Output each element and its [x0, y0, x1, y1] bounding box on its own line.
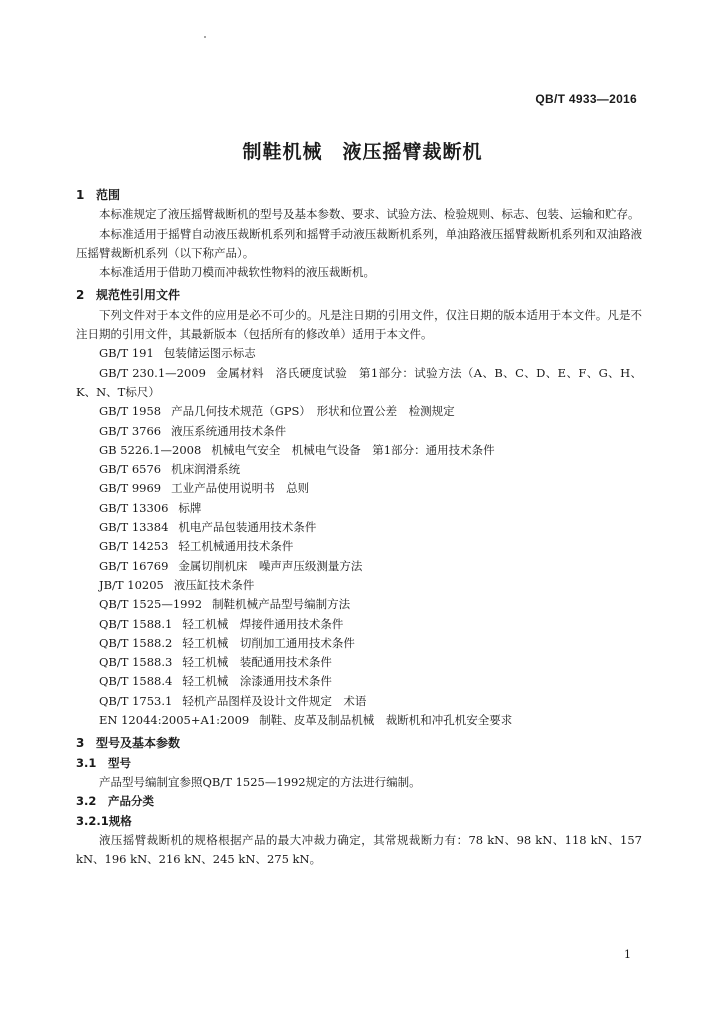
scope-paragraph: 本标准规定了液压摇臂裁断机的型号及基本参数、要求、试验方法、检验规则、标志、包装、运输和贮存。 — [99, 207, 640, 222]
reference-item — [76, 615, 642, 634]
reference-code: QB/T 1588.4 — [99, 674, 173, 689]
section-3-heading — [76, 734, 642, 753]
reference-code: GB 5226.1—2008 — [99, 442, 202, 457]
document-title: 制鞋机械 液压摇臂裁断机 — [242, 141, 483, 163]
reference-title: 产品几何技术规范（GPS） 形状和位置公差 检测规定 — [171, 404, 455, 419]
reference-item — [76, 692, 642, 711]
section-title: 范围 — [96, 188, 121, 202]
document-body — [76, 186, 642, 869]
reference-item — [76, 634, 642, 653]
model-paragraph: 产品型号编制宜参照QB/T 1525—1992规定的方法进行编制。 — [99, 774, 421, 789]
reference-item — [76, 672, 642, 691]
reference-code: GB/T 13384 — [99, 520, 169, 535]
specification-paragraph: 液压摇臂裁断机的规格根据产品的最大冲裁力确定，其常规裁断力有：78 kN、98 kN、118 kN、157 kN、196 kN、216 kN、245 kN、275 kN。 — [76, 832, 642, 867]
reference-code: GB/T 16769 — [99, 558, 169, 573]
reference-title: 制鞋、皮革及制品机械 裁断机和冲孔机安全要求 — [259, 713, 513, 728]
reference-title: 轻工机械 焊接件通用技术条件 — [182, 616, 344, 631]
reference-code: GB/T 3766 — [99, 423, 162, 438]
reference-title: 金属材料 洛氏硬度试验 第1部分：试验方法（A、B、C、D、E、F、G、H、K、N、T标尺） — [76, 365, 642, 399]
reference-title: 制鞋机械产品型号编制方法 — [212, 597, 351, 612]
reference-code: QB/T 1753.1 — [99, 693, 173, 708]
reference-title: 轻机产品图样及设计文件规定 术语 — [182, 693, 367, 708]
reference-code: GB/T 13306 — [99, 500, 169, 515]
reference-code: GB/T 191 — [99, 346, 154, 361]
section-1-heading — [76, 186, 642, 205]
reference-item — [76, 460, 642, 479]
section-number: 1 — [76, 188, 85, 202]
subsection-3-1-heading — [76, 754, 642, 773]
reference-item — [76, 479, 642, 498]
reference-code: EN 12044:2005+A1:2009 — [99, 713, 250, 728]
reference-title: 机电产品包装通用技术条件 — [178, 520, 317, 535]
reference-code: GB/T 6576 — [99, 462, 162, 477]
reference-item — [76, 537, 642, 556]
reference-item — [76, 595, 642, 614]
reference-title: 轻工机械通用技术条件 — [178, 539, 294, 554]
references-intro: 下列文件对于本文件的应用是必不可少的。凡是注日期的引用文件，仅注日期的版本适用于本文件。凡是不注日期的引用文件，其最新版本（包括所有的修改单）适用于本文件。 — [76, 307, 642, 342]
reference-title: 轻工机械 装配通用技术条件 — [182, 655, 332, 670]
reference-item — [76, 557, 642, 576]
reference-code: GB/T 9969 — [99, 481, 162, 496]
reference-title: 液压系统通用技术条件 — [171, 423, 287, 438]
standard-number: QB/T 4933—2016 — [535, 92, 637, 106]
reference-title: 工业产品使用说明书 总则 — [171, 481, 310, 496]
reference-code: QB/T 1588.3 — [99, 655, 173, 670]
reference-item — [76, 422, 642, 441]
reference-title: 包装储运图示标志 — [163, 346, 256, 361]
subsection-3-2-1-heading — [76, 812, 642, 831]
page-number: 1 — [624, 948, 631, 961]
reference-title: 轻工机械 切削加工通用技术条件 — [182, 635, 355, 650]
reference-item — [76, 344, 642, 363]
section-title: 规范性引用文件 — [96, 288, 181, 303]
reference-title: 金属切削机床 噪声声压级测量方法 — [178, 558, 363, 573]
reference-title: 机床润滑系统 — [171, 462, 241, 477]
reference-item — [76, 576, 642, 595]
reference-code: GB/T 230.1—2009 — [99, 365, 206, 380]
scope-paragraph: 本标准适用于借助刀模而冲裁软性物料的液压裁断机。 — [99, 265, 375, 280]
reference-item — [76, 364, 642, 403]
scan-speck — [204, 36, 206, 38]
subsection-number: 3.1 — [76, 755, 97, 770]
reference-title: 标牌 — [178, 500, 202, 515]
reference-item — [76, 402, 642, 421]
reference-code: QB/T 1588.2 — [99, 635, 173, 650]
section-number: 2 — [76, 288, 85, 303]
subsection-number: 3.2.1 — [76, 813, 109, 828]
reference-item — [76, 441, 642, 460]
section-2-heading — [76, 286, 642, 305]
reference-item — [76, 518, 642, 537]
reference-code: QB/T 1588.1 — [99, 616, 173, 631]
subsection-3-2-heading — [76, 792, 642, 811]
subsection-title: 型号 — [108, 755, 131, 770]
reference-list — [76, 344, 642, 730]
subsection-title: 规格 — [108, 813, 132, 828]
reference-code: GB/T 14253 — [99, 539, 169, 554]
reference-item — [76, 711, 642, 730]
section-title: 型号及基本参数 — [96, 736, 181, 751]
section-number: 3 — [76, 736, 85, 751]
reference-code: QB/T 1525—1992 — [99, 597, 203, 612]
subsection-number: 3.2 — [76, 794, 97, 809]
reference-title: 液压缸技术条件 — [173, 577, 255, 592]
reference-code: GB/T 1958 — [99, 404, 162, 419]
reference-item — [76, 653, 642, 672]
reference-code: JB/T 10205 — [99, 577, 164, 592]
reference-item — [76, 499, 642, 518]
scope-paragraph: 本标准适用于摇臂自动液压裁断机系列和摇臂手动液压裁断机系列，单油路液压摇臂裁断机系列和双油路液压摇臂裁断机系列（以下称产品）。 — [76, 226, 642, 260]
reference-title: 机械电气安全 机械电气设备 第1部分：通用技术条件 — [211, 442, 495, 457]
reference-title: 轻工机械 涂漆通用技术条件 — [182, 674, 332, 689]
subsection-title: 产品分类 — [108, 794, 154, 809]
